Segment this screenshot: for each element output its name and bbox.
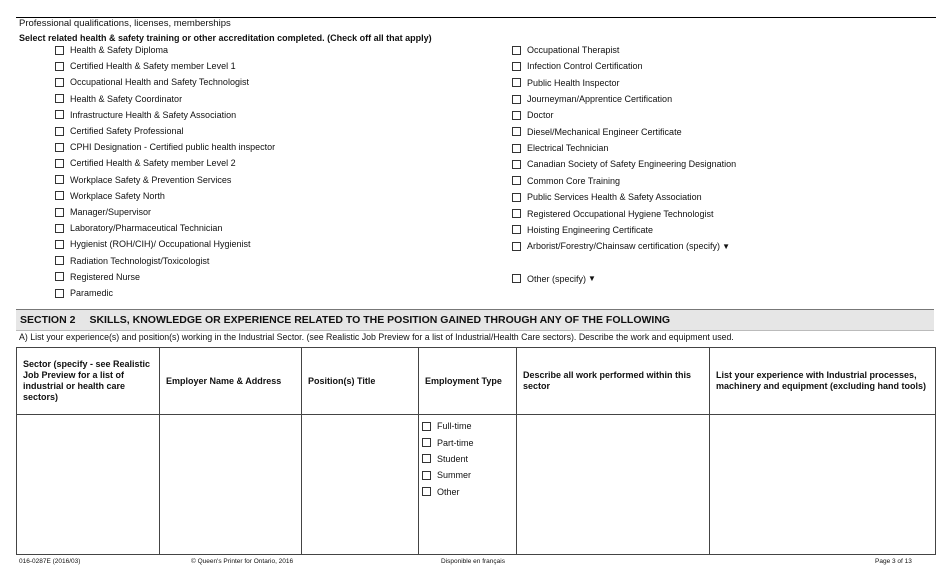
checkbox[interactable] [55,159,64,168]
checkbox-label: Diesel/Mechanical Engineer Certificate [527,126,682,137]
checkbox-label: CPHI Designation - Certified public health inspector [70,142,276,153]
checkbox[interactable] [55,256,64,265]
qualifications_left-option[interactable] [55,156,236,170]
employment-type-option[interactable] [422,434,516,450]
qualifications_right-option[interactable] [512,59,643,73]
checkbox[interactable] [422,487,431,496]
checkbox[interactable] [422,438,431,447]
checkbox[interactable] [512,127,521,136]
qualifications_right-option[interactable] [512,174,620,188]
qualifications_left-option[interactable] [55,59,236,73]
table-row [17,415,936,555]
specify-arrow-icon: ▼ [588,274,596,284]
checkbox-label: Canadian Society of Safety Engineering Designation [527,159,737,170]
checkbox-label: Journeyman/Apprentice Certification [527,94,673,105]
qualifications_left-option[interactable] [55,237,251,251]
qualifications_right-option[interactable] [512,141,608,155]
checkbox[interactable] [55,143,64,152]
work-description-cell[interactable] [517,415,710,555]
sector-cell[interactable] [17,415,160,555]
employment-type-cell [419,415,517,555]
checkbox[interactable] [55,175,64,184]
qualifications-instruction: Select related health & safety training or other accreditation completed. (Check off all that apply) [19,33,432,43]
checkbox-label: Doctor [527,110,554,121]
experience-table [16,347,936,555]
qualifications_right-option[interactable] [512,272,596,286]
checkbox[interactable] [55,127,64,136]
qualifications_left-option[interactable] [55,221,222,235]
equipment-experience-cell[interactable] [710,415,936,555]
qualifications_right-option[interactable] [512,207,713,221]
checkbox-label: Infrastructure Health & Safety Association [70,109,237,120]
footer-form-number: 016-0287E (2016/03) [19,558,81,565]
checkbox[interactable] [55,272,64,281]
employment-type-option[interactable] [422,418,516,434]
checkbox-label: Electrical Technician [527,143,609,154]
footer-copyright: © Queen's Printer for Ontario, 2016 [191,558,294,565]
checkbox[interactable] [55,224,64,233]
section-2-header [16,309,934,331]
checkbox[interactable] [55,62,64,71]
checkbox[interactable] [422,454,431,463]
checkbox[interactable] [512,46,521,55]
checkbox-label: Infection Control Certification [527,61,643,72]
employment-type-option[interactable] [422,451,516,467]
checkbox-label: Part-time [437,437,474,448]
section-2-title: SKILLS, KNOWLEDGE OR EXPERIENCE RELATED TO THE POSITION GAINED THROUGH ANY OF THE FOLLOWING [89,314,671,326]
checkbox[interactable] [422,422,431,431]
checkbox[interactable] [55,240,64,249]
employment-type-option[interactable] [422,467,516,483]
checkbox-label: Workplace Safety North [70,190,165,201]
checkbox-label: Full-time [437,421,472,432]
checkbox[interactable] [422,471,431,480]
checkbox[interactable] [512,144,521,153]
section-title-qualifications: Professional qualifications, licenses, memberships [19,18,231,29]
checkbox-label: Registered Occupational Hygiene Technologist [527,208,714,219]
qualifications_right-option[interactable] [512,108,554,122]
checkbox[interactable] [55,289,64,298]
checkbox-label: Summer [437,470,472,481]
qualifications_left-option[interactable] [55,254,209,268]
checkbox[interactable] [55,110,64,119]
checkbox[interactable] [512,242,521,251]
checkbox-label: Laboratory/Pharmaceutical Technician [70,223,223,234]
checkbox[interactable] [512,78,521,87]
header-position-title: Position(s) Title [302,348,419,415]
qualifications_left-option[interactable] [55,189,165,203]
checkbox-label: Certified Safety Professional [70,126,184,136]
checkbox-label: Workplace Safety & Prevention Services [70,174,232,185]
checkbox[interactable] [512,274,521,283]
checkbox[interactable] [55,78,64,87]
qualifications_right-option[interactable] [512,43,619,57]
checkbox[interactable] [55,94,64,103]
checkbox-label: Occupational Health and Safety Technologist [70,77,249,88]
checkbox[interactable] [512,95,521,104]
checkbox-label: Health & Safety Coordinator [70,93,183,104]
checkbox[interactable] [55,208,64,217]
checkbox[interactable] [512,209,521,218]
checkbox-label: Radiation Technologist/Toxicologist [70,255,210,266]
checkbox[interactable] [512,160,521,169]
checkbox[interactable] [512,225,521,234]
section-2-number: SECTION 2 [20,314,76,326]
checkbox-label: Registered Nurse [70,271,141,282]
checkbox[interactable] [55,46,64,55]
qualifications_right-option[interactable] [512,190,702,204]
checkbox-label: Occupational Therapist [527,45,620,55]
checkbox-label: Arborist/Forestry/Chainsaw certification (specify) [527,241,721,252]
qualifications_right-option[interactable] [512,239,730,253]
checkbox[interactable] [512,176,521,185]
qualifications_left-option[interactable] [55,43,168,57]
qualifications_left-option[interactable] [55,75,249,89]
qualifications_right-option[interactable] [512,125,682,139]
qualifications_left-option[interactable] [55,286,113,300]
employment-type-option[interactable] [422,484,516,500]
checkbox-label: Public Services Health & Safety Association [527,192,702,203]
checkbox-label: Other [437,486,460,497]
section-2-description: A) List your experience(s) and position(s) working in the Industrial Sector. (see Realistic Job Preview for a list of Industrial/Health Care sectors). Describe the work and equipment used. [19,332,734,342]
header-employment-type: Employment Type [419,348,517,415]
checkbox[interactable] [512,111,521,120]
checkbox-label: Public Health Inspector [527,77,620,88]
qualifications_left-option[interactable] [55,270,140,284]
qualifications_left-option[interactable] [55,124,184,138]
checkbox-label: Student [437,453,469,464]
qualifications_left-option[interactable] [55,108,236,122]
footer-french-available: Disponible en français [441,558,505,565]
employer-cell[interactable] [160,415,302,555]
specify-arrow-icon: ▼ [722,241,730,251]
qualifications_right-option[interactable] [512,223,653,237]
position-title-cell[interactable] [302,415,419,555]
checkbox[interactable] [55,191,64,200]
checkbox-label: Health & Safety Diploma [70,45,169,55]
checkbox[interactable] [512,193,521,202]
checkbox-label: Hoisting Engineering Certificate [527,224,654,235]
qualifications_left-option[interactable] [55,92,182,106]
qualifications_left-option[interactable] [55,140,275,154]
qualifications_right-option[interactable] [512,157,736,171]
checkbox-label: Hygienist (ROH/CIH)/ Occupational Hygienist [70,239,251,250]
checkbox-label: Other (specify) [527,273,587,284]
checkbox-label: Manager/Supervisor [70,207,152,217]
qualifications_left-option[interactable] [55,173,231,187]
qualifications_right-option[interactable] [512,76,620,90]
footer-page-number: Page 3 of 13 [875,558,912,565]
header-employer: Employer Name & Address [160,348,302,415]
checkbox-label: Certified Health & Safety member Level 1 [70,61,236,72]
header-equipment-experience: List your experience with Industrial processes, machinery and equipment (excluding hand tools) [710,348,936,415]
experience-table-header [17,348,936,415]
header-work-description: Describe all work performed within this sector [517,348,710,415]
checkbox-label: Common Core Training [527,175,621,186]
qualifications_left-option[interactable] [55,205,151,219]
header-sector: Sector (specify - see Realistic Job Preview for a list of industrial or health care sectors) [17,348,160,415]
checkbox-label: Paramedic [70,288,114,298]
checkbox[interactable] [512,62,521,71]
checkbox-label: Certified Health & Safety member Level 2 [70,158,236,169]
qualifications_right-option[interactable] [512,92,672,106]
